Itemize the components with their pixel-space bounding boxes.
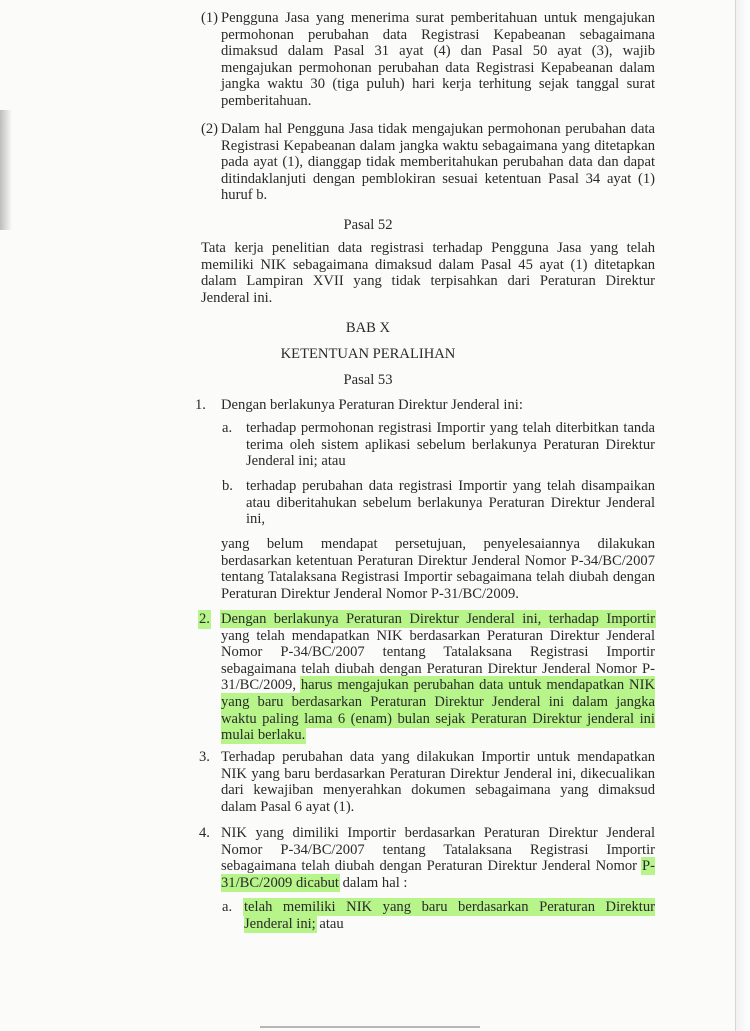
- paragraph: yang belum mendapat persetujuan, penyelesaiannya dilakukan berdasarkan ketentuan Peraturan Direktur Jenderal Nomor P-34/BC/2007 tentang Tatalaksana Registrasi Importir sebagaimana telah diubah dengan Peraturan Direktur Jenderal Nomor P-31/BC/2009.: [221, 536, 655, 602]
- item-number: 3.: [199, 749, 210, 765]
- paragraph: [221, 825, 655, 891]
- item-number: 2.: [199, 611, 210, 627]
- paragraph-highlighted: [221, 611, 655, 744]
- paragraph: Dalam hal Pengguna Jasa tidak mengajukan permohonan perubahan data Registrasi Kepabeanan dalam jangka waktu sebagaimana yang ditetapkan pada ayat (1), dianggap tidak memberitahukan perubahan data dan dapat ditindaklanjuti dengan pemblokiran sesuai ketentuan Pasal 34 ayat (1) huruf b.: [221, 121, 655, 204]
- highlight: P-31/BC/2009 dicabut: [221, 858, 655, 891]
- paragraph: Dengan berlakunya Peraturan Direktur Jenderal ini:: [221, 397, 523, 413]
- text-span: atau: [319, 915, 344, 932]
- paragraph: Pengguna Jasa yang menerima surat pemberitahuan untuk mengajukan permohonan perubahan data Registrasi Kepabeanan sebagaimana dimaksud dalam Pasal 31 ayat (4) dan Pasal 50 ayat (3), wajib mengajukan permohonan perubahan data Registrasi Kepabeanan dalam jangka waktu 30 (tiga puluh) hari kerja terhitung sejak tanggal surat pemberitahuan.: [221, 10, 655, 109]
- item-number: (1): [201, 10, 219, 26]
- item-letter: b.: [222, 478, 233, 494]
- highlight: Dengan berlakunya Peraturan Direktur Jenderal ini, terhadap Importir: [221, 611, 655, 627]
- item-number: (2): [201, 121, 219, 137]
- highlight: harus mengajukan perubahan data untuk mendapatkan NIK yang baru berdasarkan Peraturan Direktur Jenderal ini dalam jangka waktu paling lama 6 (enam) bulan sejak Peraturan Direktur jenderal ini mulai berlaku.: [221, 677, 655, 744]
- paragraph: [244, 899, 655, 932]
- article-title: Pasal 53: [343, 372, 393, 388]
- highlight: telah memiliki NIK yang baru berdasarkan Peraturan Direktur Jenderal ini;: [244, 899, 655, 932]
- text-span: NIK yang dimiliki Importir berdasarkan Peraturan Direktur Jenderal Nomor P-34/BC/2007 tentang Tatalaksana Registrasi Importir sebagaimana telah diubah dengan Peraturan Direktur Jenderal Nomor: [221, 825, 655, 875]
- item-number: 1.: [195, 397, 206, 413]
- item-number: 4.: [199, 825, 210, 841]
- item-letter: a.: [222, 420, 233, 436]
- article-title: Pasal 52: [343, 217, 393, 233]
- chapter-title: BAB X: [345, 320, 391, 336]
- paragraph: Tata kerja penelitian data registrasi terhadap Pengguna Jasa yang telah memiliki NIK sebagaimana dimaksud dalam Pasal 45 ayat (1) ditetapkan dalam Lampiran XVII yang tidak terpisahkan dari Peraturan Direktur Jenderal ini.: [201, 240, 655, 306]
- page-edge: [736, 0, 750, 1031]
- paragraph: terhadap permohonan registrasi Importir yang telah diterbitkan tanda terima oleh sistem aplikasi sebelum berlakunya Peraturan Direktur Jenderal ini; atau: [246, 420, 655, 470]
- text-span: yang telah mendapatkan NIK berdasarkan Peraturan Direktur Jenderal Nomor P-34/BC/2007 tentang Tatalaksana Registrasi Importir sebagaimana telah diubah dengan Peraturan Direktur Jenderal Nomor P-31/BC/2009,: [221, 627, 655, 694]
- page-fold-shadow: [0, 110, 12, 230]
- bottom-edge-line: [260, 1026, 480, 1028]
- text-span: dalam hal :: [342, 874, 408, 891]
- paragraph: terhadap perubahan data registrasi Importir yang telah disampaikan atau diberitahukan sebelum berlakunya Peraturan Direktur Jenderal ini,: [246, 478, 655, 528]
- item-letter: a.: [222, 899, 233, 915]
- chapter-subtitle: KETENTUAN PERALIHAN: [280, 346, 456, 362]
- paragraph: Terhadap perubahan data yang dilakukan Importir untuk mendapatkan NIK yang baru berdasarkan Peraturan Direktur Jenderal ini, dikecualikan dari kewajiban menyerahkan dokumen sebagaimana yang dimaksud dalam Pasal 6 ayat (1).: [221, 749, 655, 815]
